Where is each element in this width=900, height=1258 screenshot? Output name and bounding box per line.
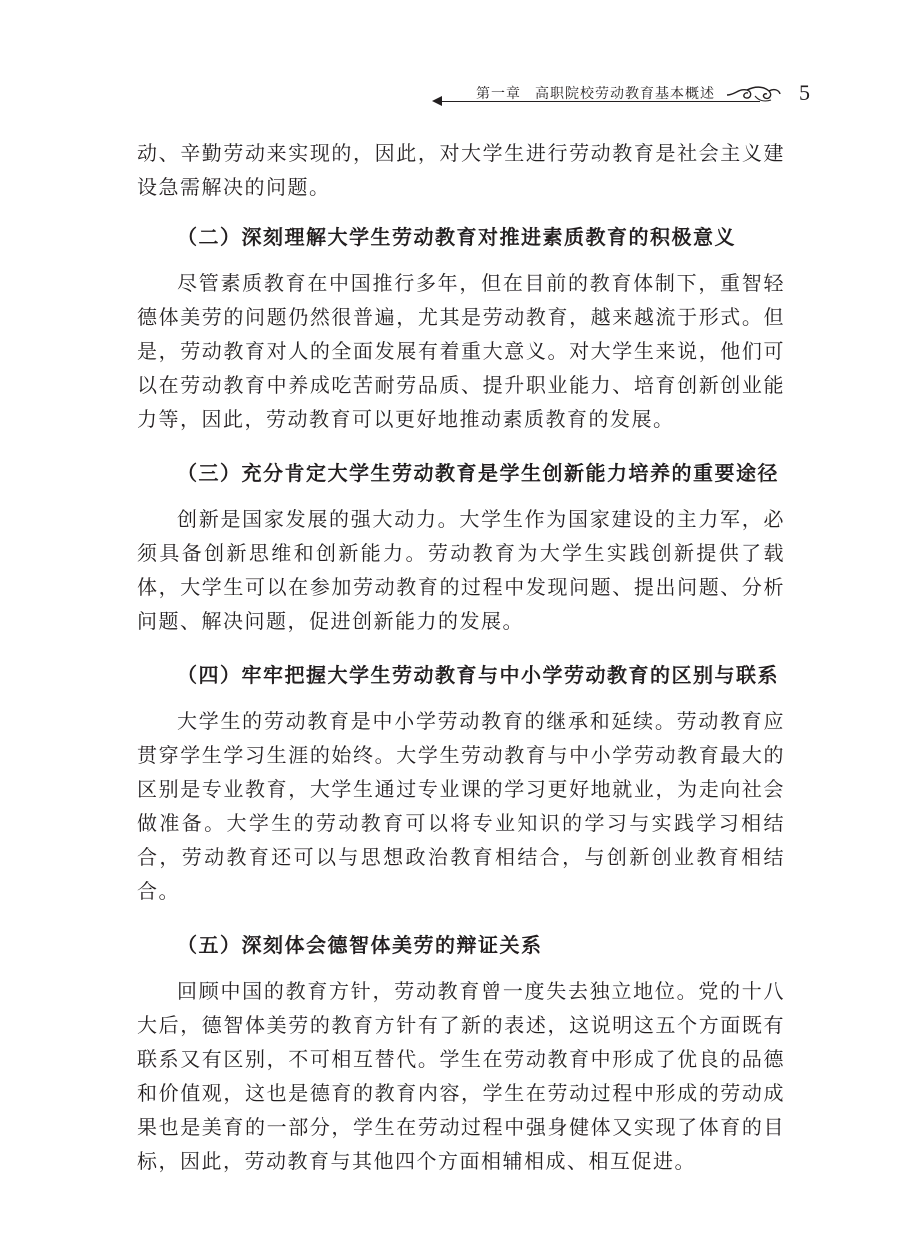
section-heading: （五）深刻体会德智体美劳的辩证关系 bbox=[177, 933, 543, 957]
section-paragraph: 尽管素质教育在中国推行多年，但在目前的教育体制下，重智轻德体美劳的问题仍然很普遍，尤其是劳动教育，越来越流于形式。但是，劳动教育对人的全面发展有着重大意义。对大学生来说，他们可以在劳动教育中养成吃苦耐劳品质、提升职业能力、培育创新创业能力等，因此，劳动教育可以更好地推动素质教育的发展。 bbox=[137, 271, 785, 431]
running-header-title bbox=[476, 83, 715, 103]
running-header bbox=[476, 80, 810, 106]
section-paragraph: 回顾中国的教育方针，劳动教育曾一度失去独立地位。党的十八大后，德智体美劳的教育方针有了新的表述，这说明这五个方面既有联系又有区别，不可相互替代。学生在劳动教育中形成了优良的品德和价值观，这也是德育的教育内容，学生在劳动过程中形成的劳动成果也是美育的一部分，学生在劳动过程中强身健体又实现了体育的目标，因此，劳动教育与其他四个方面相辅相成、相互促进。 bbox=[137, 979, 785, 1173]
chapter-title: 高职院校劳动教育基本概述 bbox=[535, 86, 715, 102]
section-heading: （三）充分肯定大学生劳动教育是学生创新能力培养的重要途径 bbox=[177, 461, 779, 485]
scroll-flourish-icon bbox=[725, 82, 783, 104]
page-number: 5 bbox=[799, 80, 810, 105]
chapter-label: 第一章 bbox=[476, 86, 521, 102]
section-heading: （二）深刻理解大学生劳动教育对推进素质教育的积极意义 bbox=[177, 225, 736, 249]
section-paragraph: 大学生的劳动教育是中小学劳动教育的继承和延续。劳动教育应贯穿学生学习生涯的始终。大学生劳动教育与中小学劳动教育最大的区别是专业教育，大学生通过专业课的学习更好地就业，为走向社会做准备。大学生的劳动教育可以将专业知识的学习与实践学习相结合，劳动教育还可以与思想政治教育相结合，与创新创业教育相结合。 bbox=[137, 709, 785, 903]
intro-paragraph: 动、辛勤劳动来实现的，因此，对大学生进行劳动教育是社会主义建设急需解决的问题。 bbox=[137, 141, 785, 199]
section-paragraph: 创新是国家发展的强大动力。大学生作为国家建设的主力军，必须具备创新思维和创新能力。劳动教育为大学生实践创新提供了载体，大学生可以在参加劳动教育的过程中发现问题、提出问题、分析问题、解决问题，促进创新能力的发展。 bbox=[137, 507, 785, 633]
section-heading: （四）牢牢把握大学生劳动教育与中小学劳动教育的区别与联系 bbox=[177, 663, 779, 687]
page-content bbox=[137, 136, 785, 1178]
header-rule-arrow bbox=[432, 96, 442, 106]
